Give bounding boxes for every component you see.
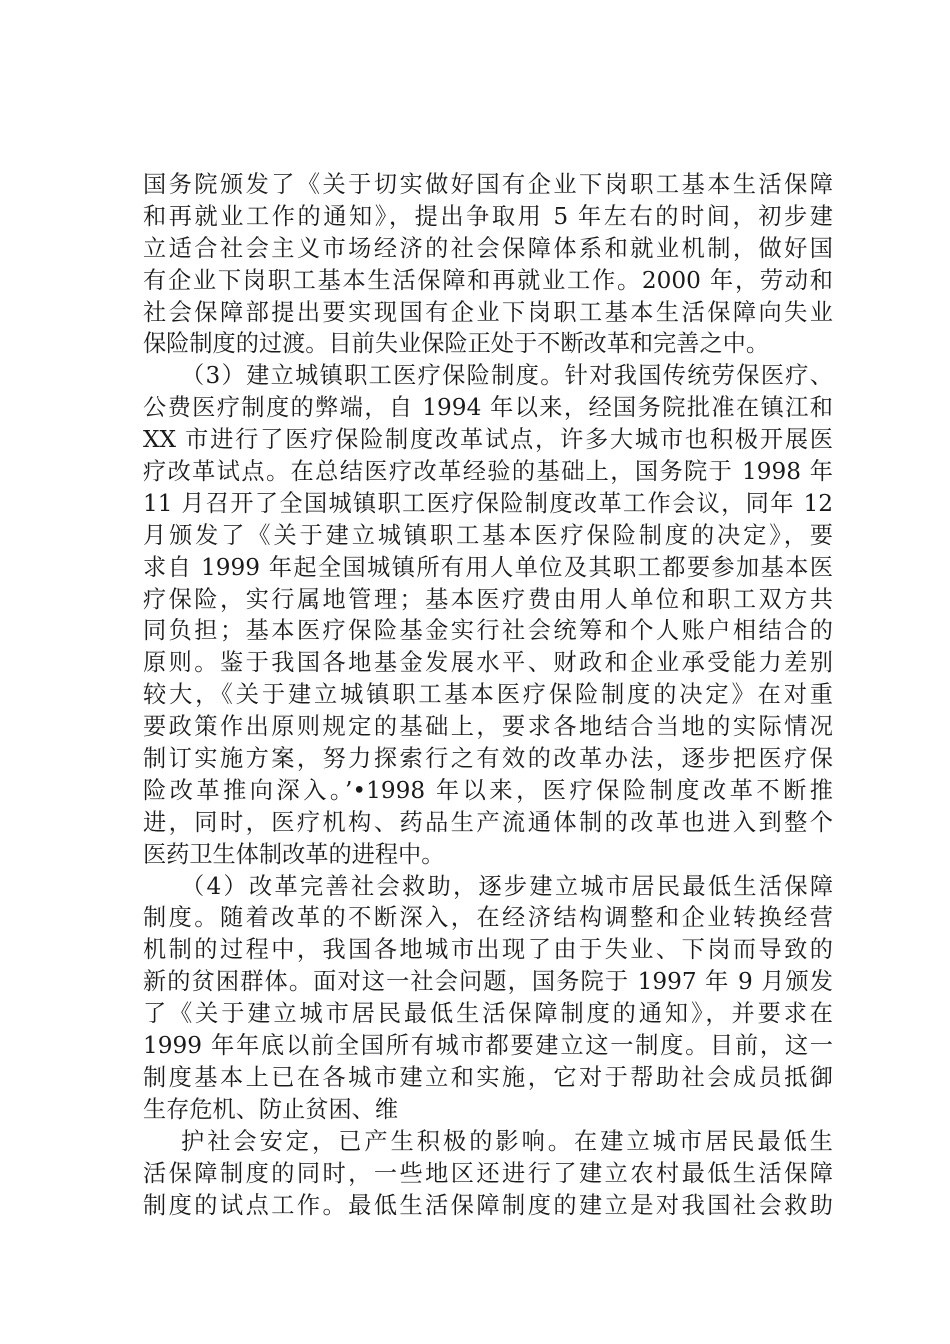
text-line: （4）改革完善社会救助，逐步建立城市居民最低生活保障 [181,872,833,900]
text-line: 和再就业工作的通知》，提出争取用 5 年左右的时间，初步建 [143,202,833,230]
body-text [143,169,833,1221]
text-line: 机制的过程中，我国各地城市出现了由于失业、下岗而导致的 [143,936,833,964]
text-line: 护社会安定，已产生积极的影响。在建立城市居民最低生 [181,1127,833,1155]
text-line: 公费医疗制度的弊端，自 1994 年以来，经国务院批准在镇江和 [143,394,833,422]
text-line: 要政策作出原则规定的基础上，要求各地结合当地的实际情况 [143,713,833,741]
text-line: 立适合社会主义市场经济的社会保障体系和就业机制，做好国 [143,234,833,262]
text-line: 国务院颁发了《关于切实做好国有企业下岗职工基本生活保障 [143,171,833,198]
text-line: 生存危机、防止贫困、维 [143,1095,399,1123]
text-line: 险改革推向深入。’•1998 年以来，医疗保险制度改革不断推 [143,776,833,804]
text-line: 制度的试点工作。最低生活保障制度的建立是对我国社会救助 [143,1191,833,1219]
text-line: 11 月召开了全国城镇职工医疗保险制度改革工作会议，同年 12 [143,489,833,517]
text-line: 制订实施方案，努力探索行之有效的改革办法，逐步把医疗保 [143,745,833,773]
text-line: 医药卫生体制改革的进程中。 [143,840,445,868]
text-line: 制度基本上已在各城市建立和实施，它对于帮助社会成员抵御 [143,1063,833,1091]
text-line: 了《关于建立城市居民最低生活保障制度的通知》，并要求在 [143,1000,833,1028]
text-line: 有企业下岗职工基本生活保障和再就业工作。2000 年，劳动和 [143,266,833,294]
text-line: 保险制度的过渡。目前失业保险正处于不断改革和完善之中。 [143,330,770,358]
text-line: 制度。随着改革的不断深入，在经济结构调整和企业转换经营 [143,904,833,932]
text-line: 疗改革试点。在总结医疗改革经验的基础上，国务院于 1998 年 [143,458,833,486]
text-line: 较大，《关于建立城镇职工基本医疗保险制度的决定》在对重 [143,681,833,709]
text-line: 活保障制度的同时，一些地区还进行了建立农村最低生活保障 [143,1159,833,1187]
text-line: 新的贫困群体。面对这一社会问题，国务院于 1997 年 9 月颁发 [143,968,833,996]
text-line: 疗保险，实行属地管理；基本医疗费由用人单位和职工双方共 [143,585,833,613]
text-line: 求自 1999 年起全国城镇所有用人单位及其职工都要参加基本医 [143,553,833,581]
text-line: 社会保障部提出要实现国有企业下岗职工基本生活保障向失业 [143,298,833,326]
text-line: XX 市进行了医疗保险制度改革试点，许多大城市也积极开展医 [143,426,833,454]
text-line: 原则。鉴于我国各地基金发展水平、财政和企业承受能力差别 [143,649,833,677]
text-line: 1999 年年底以前全国所有城市都要建立这一制度。目前，这一 [143,1032,833,1060]
text-line: 进，同时，医疗机构、药品生产流通体制的改革也进入到整个 [143,808,833,836]
text-line: （3）建立城镇职工医疗保险制度。针对我国传统劳保医疗、 [181,362,833,390]
text-line: 月颁发了《关于建立城镇职工基本医疗保险制度的决定》，要 [143,521,833,549]
text-line: 同负担；基本医疗保险基金实行社会统筹和个人账户相结合的 [143,617,833,645]
